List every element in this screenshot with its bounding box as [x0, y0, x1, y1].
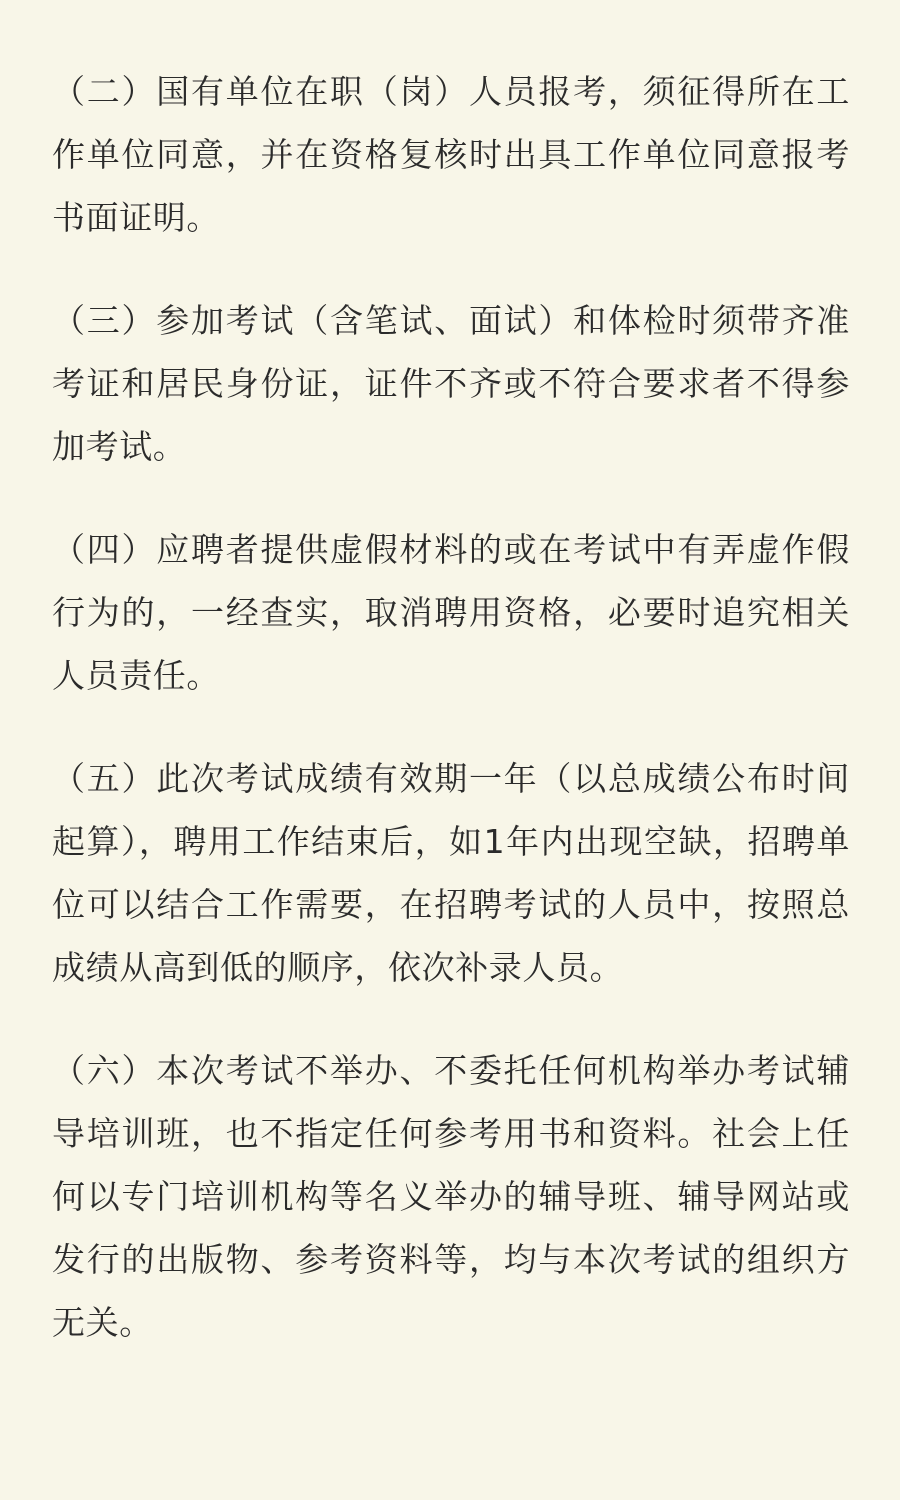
paragraph-6-no-training: （六）本次考试不举办、不委托任何机构举办考试辅导培训班，也不指定任何参考用书和资料。社会上任何以专门培训机构等名义举办的辅导班、辅导网站或发行的出版物、参考资料等，均与本次考试的组织方无关。 [52, 1051, 850, 1342]
paragraph-5-score-validity: （五）此次考试成绩有效期一年（以总成绩公布时间起算），聘用工作结束后，如1年内出现空缺，招聘单位可以结合工作需要，在招聘考试的人员中，按照总成绩从高到低的顺序，依次补录人员。 [52, 759, 850, 987]
paragraph-4-false-materials: （四）应聘者提供虚假材料的或在考试中有弄虚作假行为的，一经查实，取消聘用资格，必要时追究相关人员责任。 [52, 530, 850, 695]
paragraph-3-exam-documents: （三）参加考试（含笔试、面试）和体检时须带齐准考证和居民身份证，证件不齐或不符合要求者不得参加考试。 [52, 301, 850, 466]
paragraph-2-qualification-consent: （二）国有单位在职（岗）人员报考，须征得所在工作单位同意，并在资格复核时出具工作单位同意报考书面证明。 [52, 72, 850, 237]
